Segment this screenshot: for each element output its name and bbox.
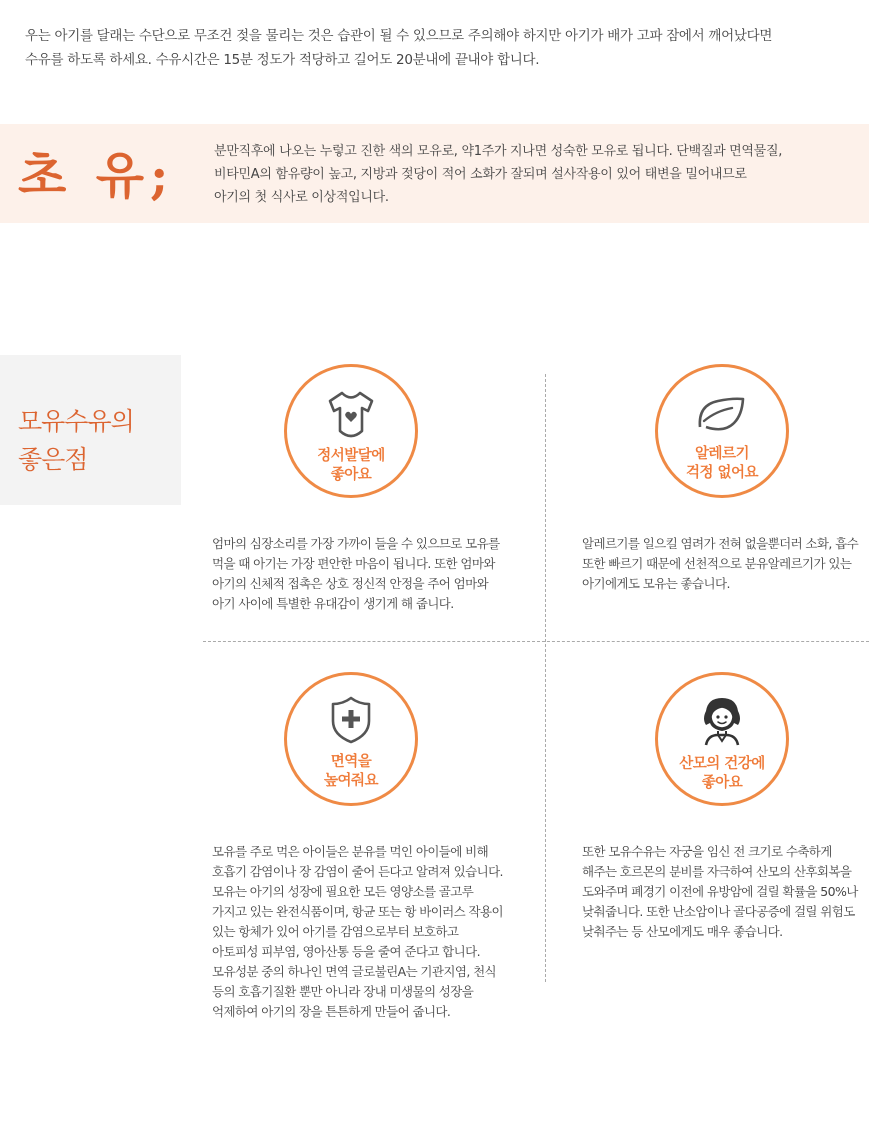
horizontal-divider — [203, 641, 869, 642]
colostrum-line: 분만직후에 나오는 누렇고 진한 색의 모유로, 약1주가 지나면 성숙한 모유로 됩니다. 단백질과 면역물질, — [214, 144, 783, 159]
benefit-title-line: 정서발달에 — [317, 448, 385, 464]
benefit-allergy-text — [582, 534, 869, 594]
benefit-title-line: 좋아요 — [330, 467, 372, 483]
text-line: 낮춰주는 등 산모에게도 매우 좋습니다. — [582, 924, 783, 939]
text-line: 억제하여 아기의 장을 튼튼하게 만들어 줍니다. — [212, 1004, 451, 1019]
text-line: 호흡기 감염이나 장 감염이 줄어 든다고 알려져 있습니다. — [212, 864, 503, 879]
text-line: 또한 모유수유는 자궁을 임신 전 크기로 수축하게 — [582, 844, 832, 859]
benefits-heading-line: 모유수유의 — [18, 407, 134, 436]
text-line: 또한 빠르기 때문에 선천적으로 분유알레르기가 있는 — [582, 556, 852, 571]
benefit-title — [658, 755, 786, 793]
colostrum-title: 초 유; — [18, 146, 175, 205]
mother-icon — [698, 695, 746, 749]
shield-plus-icon — [329, 695, 373, 745]
benefit-allergy-badge — [655, 364, 789, 498]
benefits-heading — [18, 403, 134, 479]
text-line: 아기 사이에 특별한 유대감이 생기게 해 줍니다. — [212, 596, 454, 611]
benefit-title — [287, 447, 415, 485]
benefits-heading-line: 좋은점 — [18, 445, 88, 474]
colostrum-description — [214, 140, 834, 209]
benefit-immunity-text — [212, 842, 508, 1022]
benefit-immunity-badge — [284, 672, 418, 806]
benefit-title-line: 걱정 없어요 — [685, 465, 759, 481]
text-line: 엄마의 심장소리를 가장 가까이 들을 수 있으므로 모유를 — [212, 536, 500, 551]
benefits-heading-box — [0, 355, 181, 505]
benefit-title — [658, 445, 786, 483]
text-line: 해주는 호르몬의 분비를 자극하여 산모의 산후회복을 — [582, 864, 852, 879]
colostrum-section — [0, 124, 869, 223]
benefit-mother-text — [582, 842, 869, 942]
benefit-title-line: 산모의 건강에 — [679, 756, 765, 772]
text-line: 알레르기를 일으킬 염려가 전혀 없을뿐더러 소화, 흡수 — [582, 536, 859, 551]
benefit-mother-badge — [655, 672, 789, 806]
text-line: 가지고 있는 완전식품이며, 항균 또는 항 바이러스 작용이 — [212, 904, 503, 919]
benefit-title-line: 높여줘요 — [323, 773, 379, 789]
benefit-title — [287, 753, 415, 791]
benefit-title-line: 알레르기 — [694, 446, 750, 462]
text-line: 모유를 주로 먹은 아이들은 분유를 먹인 아이들에 비해 — [212, 844, 489, 859]
text-line: 있는 항체가 있어 아기를 감염으로부터 보호하고 — [212, 924, 459, 939]
text-line: 아기의 신체적 접촉은 상호 정신적 안정을 주어 엄마와 — [212, 576, 489, 591]
benefit-title-line: 좋아요 — [701, 775, 743, 791]
text-line: 먹을 때 아기는 가장 편안한 마음이 됩니다. 또한 엄마와 — [212, 556, 495, 571]
text-line: 모유성분 중의 하나인 면역 글로불린A는 기관지염, 천식 — [212, 964, 497, 979]
vertical-divider — [545, 374, 546, 982]
text-line: 아토피성 피부염, 영아산통 등을 줄여 준다고 합니다. — [212, 944, 480, 959]
benefit-emotional-text — [212, 534, 508, 614]
text-line: 등의 호흡기질환 뿐만 아니라 장내 미생물의 성장을 — [212, 984, 474, 999]
colostrum-line: 아기의 첫 식사로 이상적입니다. — [214, 190, 389, 205]
benefit-emotional-badge — [284, 364, 418, 498]
intro-paragraph — [25, 24, 853, 72]
text-line: 모유는 아기의 성장에 필요한 모든 영양소를 골고루 — [212, 884, 474, 899]
intro-line: 우는 아기를 달래는 수단으로 무조건 젖을 물리는 것은 습관이 될 수 있으므로 주의해야 하지만 아기가 배가 고파 잠에서 깨어났다면 — [25, 28, 773, 44]
leaf-icon — [696, 395, 748, 435]
text-line: 아기에게도 모유는 좋습니다. — [582, 576, 730, 591]
benefit-title-line: 면역을 — [330, 754, 372, 770]
colostrum-line: 비타민A의 함유량이 높고, 지방과 젖당이 적어 소화가 잘되며 설사작용이 있어 태변을 밀어내므로 — [214, 167, 747, 182]
text-line: 낮춰줍니다. 또한 난소암이나 골다공증에 걸릴 위험도 — [582, 904, 855, 919]
intro-line: 수유를 하도록 하세요. 수유시간은 15분 정도가 적당하고 길어도 20분내에 끝내야 합니다. — [25, 52, 540, 68]
baby-onesie-heart-icon — [325, 389, 377, 443]
text-line: 도와주며 폐경기 이전에 유방암에 걸릴 확률을 50%나 — [582, 884, 858, 899]
